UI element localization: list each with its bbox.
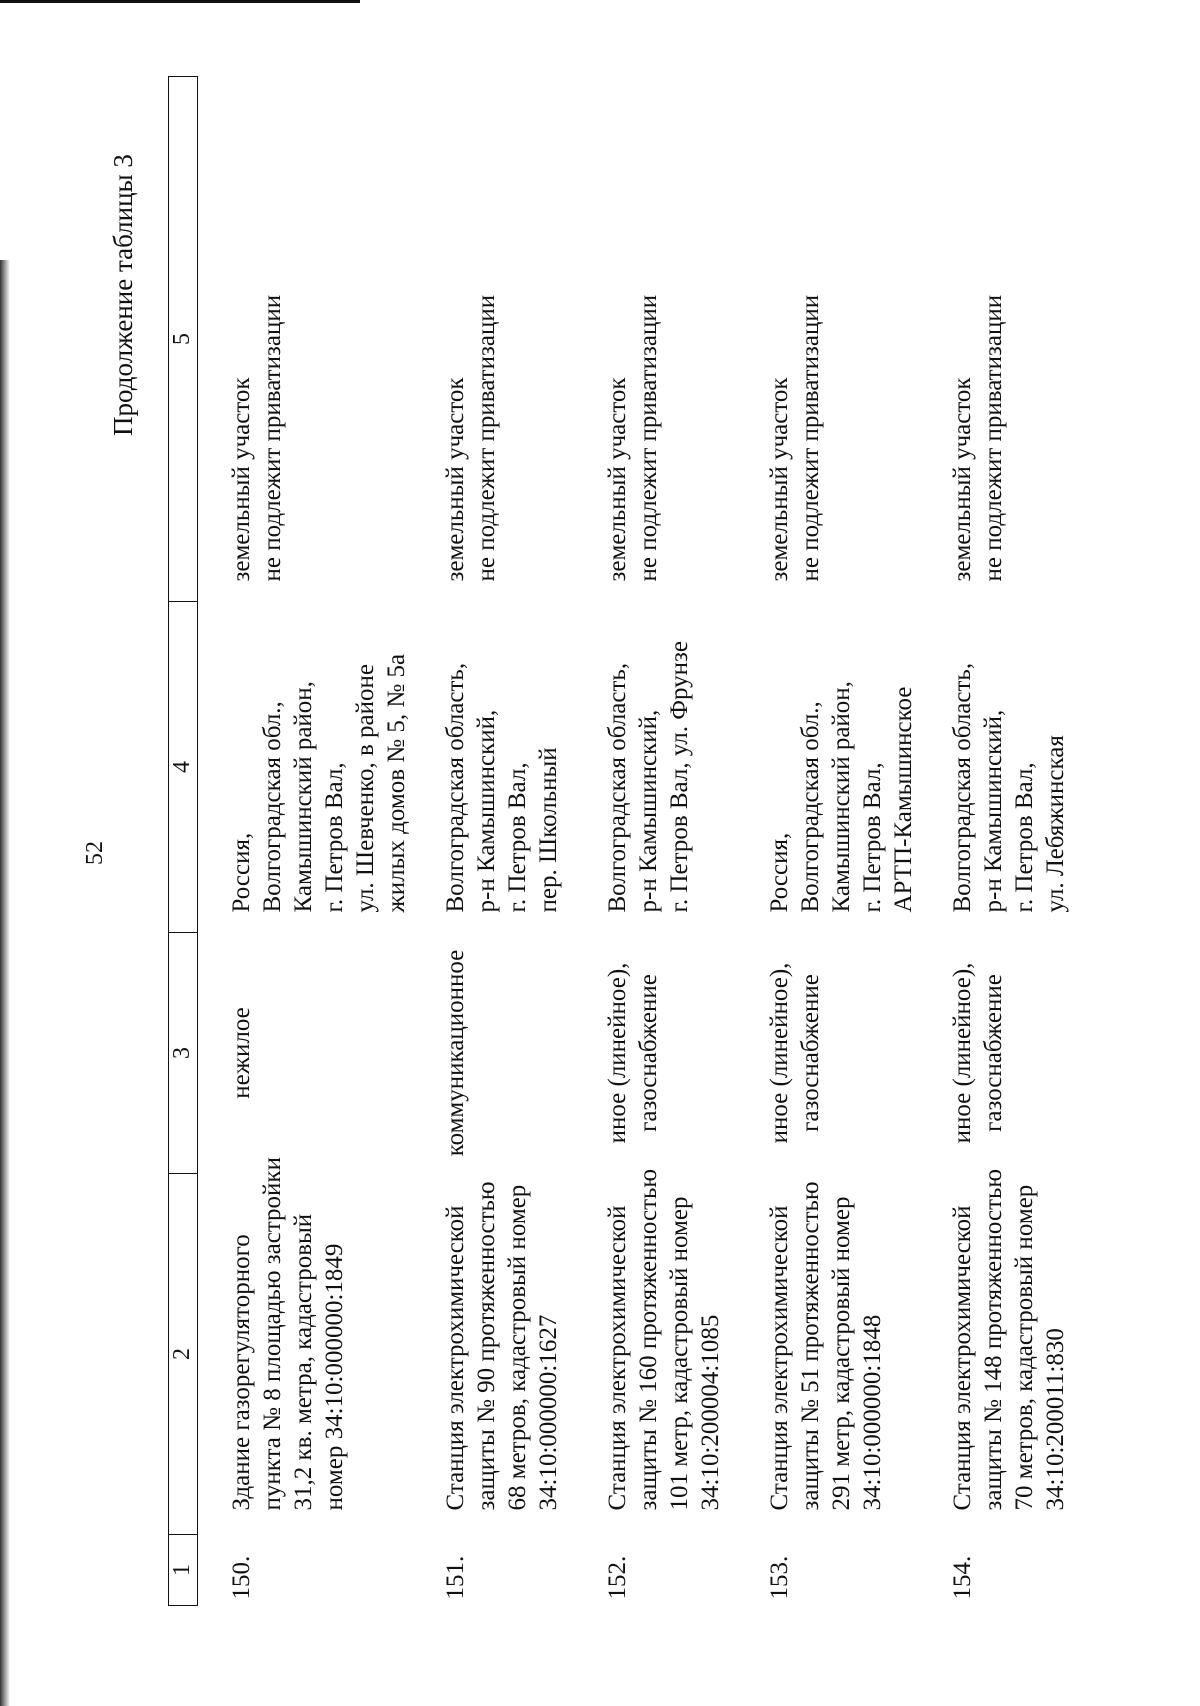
object-note: земельный участок не подлежит приватизации [604,294,662,582]
object-name: Станция электрохимической защиты № 148 протяженностью 70 метров, кадастровый номер 34:10:200011:830 [949,1168,1069,1511]
object-purpose: коммуникационное [442,949,469,1157]
object-address: Волгоградская область, р-н Камышинский, г. Петров Вал, пер. Школьный [442,662,562,913]
table-row [919,77,1081,1606]
header-col-2: 2 [169,1174,198,1535]
property-table [168,76,1081,1606]
row-number: 150. [228,1555,255,1600]
table-header-row [169,77,198,1606]
page-number: 52 [82,841,108,865]
object-name: Станция электрохимической защиты № 160 протяженностью 101 метр, кадастровый номер 34:10:200004:1085 [604,1168,724,1511]
object-address: Волгоградская область, р-н Камышинский, г. Петров Вал, ул. Фрунзе [604,641,693,913]
header-col-3: 3 [169,933,198,1174]
object-purpose: иное (линейное), газоснабжение [949,962,1007,1144]
row-number: 151. [442,1555,469,1600]
object-purpose: иное (линейное), газоснабжение [604,962,662,1144]
table-row [198,77,413,1606]
table-row [736,77,919,1606]
object-purpose: нежилое [228,1007,255,1099]
object-note: земельный участок не подлежит приватизации [228,294,286,582]
object-address: Россия, Волгоградская обл., Камышинский район, г. Петров Вал, АРТП-Камышинское [766,681,917,913]
header-col-5: 5 [169,77,198,602]
row-number: 152. [604,1555,631,1600]
object-note: земельный участок не подлежит приватизации [949,294,1007,582]
object-name: Станция электрохимической защиты № 90 протяженностью 68 метров, кадастровый номер 34:10:000000:1627 [442,1181,562,1511]
table-row [412,77,574,1606]
object-address: Волгоградская область, р-н Камышинский, г. Петров Вал, ул. Лебяжинская [949,662,1069,913]
object-address: Россия, Волгоградская обл., Камышинский район, г. Петров Вал, ул. Шевченко, в районе жилых домов № 5, № 5а [228,653,410,913]
row-number: 153. [766,1555,793,1600]
object-note: земельный участок не подлежит приватизации [766,294,824,582]
header-col-1: 1 [169,1535,198,1606]
object-purpose: иное (линейное), газоснабжение [766,962,824,1144]
object-name: Станция электрохимической защиты № 51 протяженностью 291 метр, кадастровый номер 34:10:000000:1848 [766,1181,886,1511]
object-note: земельный участок не подлежит приватизации [442,294,500,582]
object-name: Здание газорегуляторного пункта № 8 площадью застройки 31,2 кв. метра, кадастровый номер 34:10:000000:1849 [228,1157,348,1511]
row-number: 154. [949,1555,976,1600]
continuation-title: Продолжение таблицы 3 [108,154,138,436]
table-row [574,77,736,1606]
header-col-4: 4 [169,602,198,933]
